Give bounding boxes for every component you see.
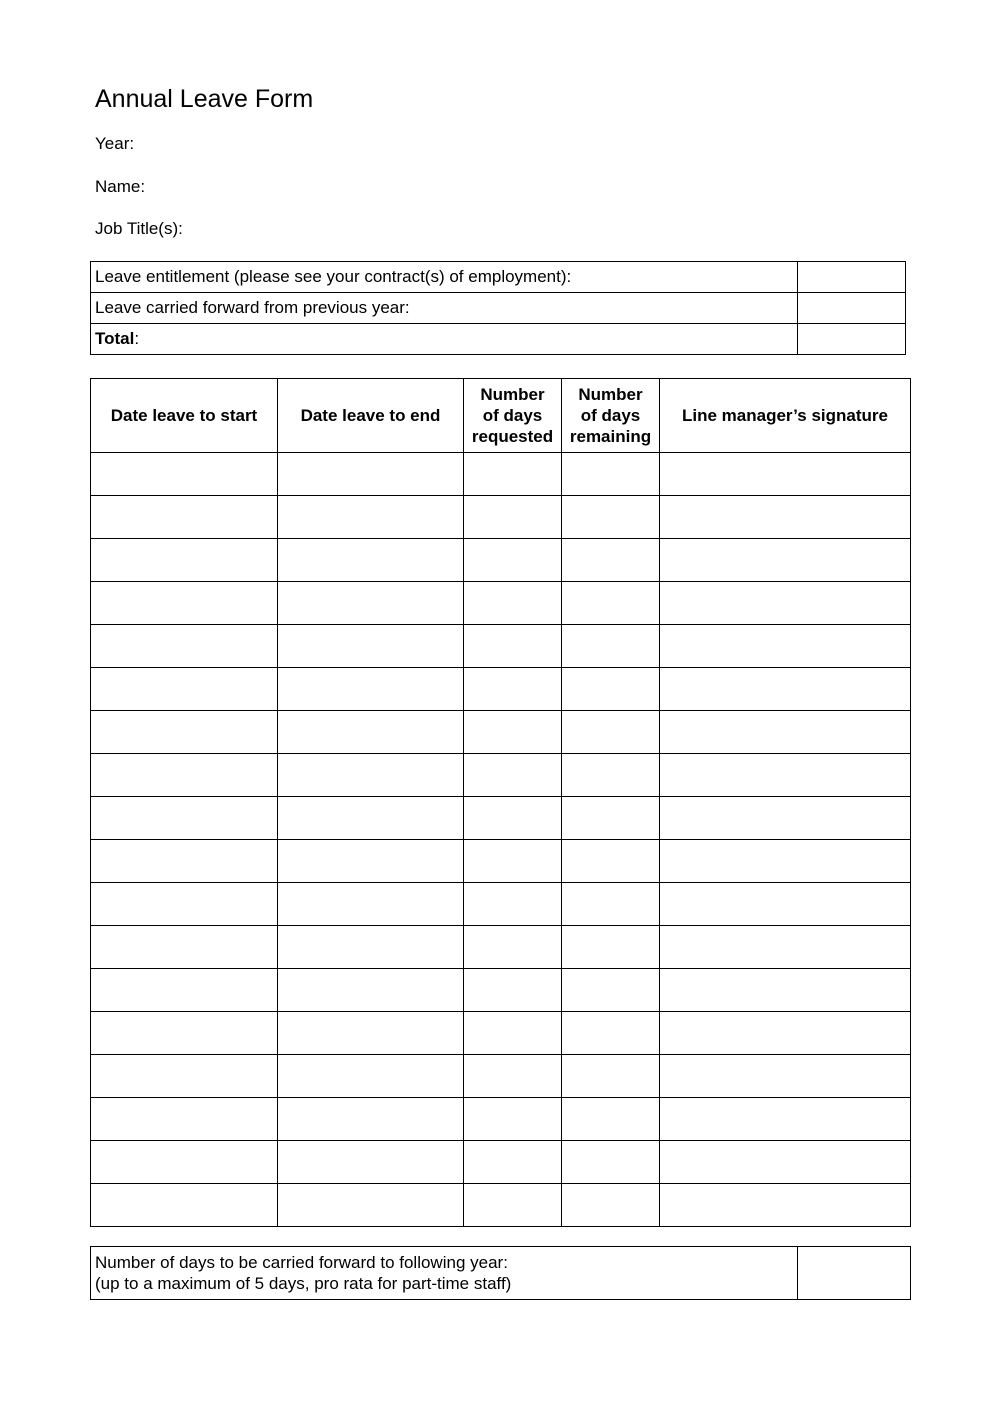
table-row [91,539,911,582]
header-date-end: Date leave to end [278,379,464,453]
days-remaining-cell[interactable] [562,625,660,668]
days-remaining-cell[interactable] [562,840,660,883]
date-start-cell[interactable] [91,883,278,926]
days-requested-cell[interactable] [464,1012,562,1055]
days-requested-cell[interactable] [464,496,562,539]
carry-forward-label: Number of days to be carried forward to following year: [95,1253,508,1272]
days-remaining-cell[interactable] [562,1055,660,1098]
manager-signature-cell[interactable] [660,754,911,797]
leave-table-body [91,453,911,1227]
carry-forward-note: (up to a maximum of 5 days, pro rata for part-time staff) [95,1274,512,1293]
manager-signature-cell[interactable] [660,1184,911,1227]
table-row [91,926,911,969]
leave-table-header-row [91,379,911,453]
carry-forward-label-cell [91,1247,798,1300]
days-remaining-cell[interactable] [562,883,660,926]
days-remaining-cell[interactable] [562,711,660,754]
days-requested-cell[interactable] [464,1055,562,1098]
date-start-cell[interactable] [91,582,278,625]
days-remaining-cell[interactable] [562,969,660,1012]
leave-requests-table [90,378,911,1227]
days-requested-cell[interactable] [464,668,562,711]
carried-forward-row [91,293,906,324]
date-start-cell[interactable] [91,754,278,797]
days-remaining-cell[interactable] [562,453,660,496]
header-days-remaining-line: of days [580,406,641,425]
entitlement-table [90,261,906,355]
carry-forward-value-field[interactable] [798,1247,911,1300]
days-remaining-cell[interactable] [562,496,660,539]
page-title: Annual Leave Form [95,85,314,113]
date-end-cell[interactable] [278,496,464,539]
days-remaining-cell[interactable] [562,539,660,582]
manager-signature-cell[interactable] [660,625,911,668]
entitlement-label: Leave entitlement (please see your contract(s) of employment): [91,262,798,293]
header-days-requested-line: of days [482,406,543,425]
date-start-cell[interactable] [91,496,278,539]
date-end-cell[interactable] [278,1098,464,1141]
table-row [91,496,911,539]
header-days-requested-line: requested [471,427,554,446]
manager-signature-cell[interactable] [660,496,911,539]
date-start-cell[interactable] [91,539,278,582]
manager-signature-cell[interactable] [660,711,911,754]
carry-forward-table [90,1246,911,1300]
date-start-cell[interactable] [91,969,278,1012]
date-start-cell[interactable] [91,1184,278,1227]
carry-forward-row [91,1247,911,1300]
days-requested-cell[interactable] [464,582,562,625]
header-days-remaining-line: Number [578,385,643,404]
date-start-cell[interactable] [91,797,278,840]
total-label-cell [91,324,798,355]
days-requested-cell[interactable] [464,883,562,926]
table-row [91,582,911,625]
header-manager-signature: Line manager’s signature [660,379,911,453]
date-start-cell[interactable] [91,926,278,969]
date-start-cell[interactable] [91,668,278,711]
header-days-remaining [562,379,660,453]
date-end-cell[interactable] [278,754,464,797]
date-start-cell[interactable] [91,711,278,754]
days-requested-cell[interactable] [464,711,562,754]
entitlement-value-field[interactable] [798,262,906,293]
total-row [91,324,906,355]
date-end-cell[interactable] [278,1141,464,1184]
name-field-label: Name: [95,177,146,196]
date-start-cell[interactable] [91,840,278,883]
date-start-cell[interactable] [91,453,278,496]
date-end-cell[interactable] [278,840,464,883]
header-days-requested-line: Number [480,385,545,404]
manager-signature-cell[interactable] [660,1141,911,1184]
date-end-cell[interactable] [278,883,464,926]
days-requested-cell[interactable] [464,754,562,797]
days-requested-cell[interactable] [464,453,562,496]
header-days-remaining-line: remaining [569,427,652,446]
days-remaining-cell[interactable] [562,668,660,711]
date-end-cell[interactable] [278,711,464,754]
date-start-cell[interactable] [91,1012,278,1055]
manager-signature-cell[interactable] [660,668,911,711]
date-end-cell[interactable] [278,453,464,496]
date-end-cell[interactable] [278,1184,464,1227]
date-end-cell[interactable] [278,668,464,711]
table-row [91,840,911,883]
total-value-field[interactable] [798,324,906,355]
date-start-cell[interactable] [91,1141,278,1184]
header-date-start: Date leave to start [91,379,278,453]
carried-forward-value-field[interactable] [798,293,906,324]
table-row [91,754,911,797]
manager-signature-cell[interactable] [660,840,911,883]
days-remaining-cell[interactable] [562,754,660,797]
table-row [91,1012,911,1055]
date-start-cell[interactable] [91,1055,278,1098]
manager-signature-cell[interactable] [660,453,911,496]
days-remaining-cell[interactable] [562,1184,660,1227]
date-start-cell[interactable] [91,1098,278,1141]
date-end-cell[interactable] [278,797,464,840]
date-start-cell[interactable] [91,625,278,668]
days-requested-cell[interactable] [464,1141,562,1184]
days-requested-cell[interactable] [464,926,562,969]
job-title-field-label: Job Title(s): [95,219,183,238]
days-requested-cell[interactable] [464,840,562,883]
table-row [91,625,911,668]
table-row [91,1098,911,1141]
manager-signature-cell[interactable] [660,797,911,840]
table-row [91,1141,911,1184]
date-end-cell[interactable] [278,582,464,625]
carried-forward-label: Leave carried forward from previous year: [91,293,798,324]
days-remaining-cell[interactable] [562,797,660,840]
manager-signature-cell[interactable] [660,1012,911,1055]
date-end-cell[interactable] [278,969,464,1012]
manager-signature-cell[interactable] [660,539,911,582]
entitlement-row [91,262,906,293]
days-requested-cell[interactable] [464,1184,562,1227]
date-end-cell[interactable] [278,1055,464,1098]
days-remaining-cell[interactable] [562,1141,660,1184]
days-remaining-cell[interactable] [562,582,660,625]
date-end-cell[interactable] [278,539,464,582]
manager-signature-cell[interactable] [660,926,911,969]
table-row [91,453,911,496]
days-requested-cell[interactable] [464,625,562,668]
date-end-cell[interactable] [278,625,464,668]
table-row [91,969,911,1012]
days-requested-cell[interactable] [464,797,562,840]
days-requested-cell[interactable] [464,539,562,582]
days-requested-cell[interactable] [464,969,562,1012]
table-row [91,668,911,711]
manager-signature-cell[interactable] [660,582,911,625]
date-end-cell[interactable] [278,926,464,969]
total-label-suffix: : [134,329,140,348]
header-days-requested [464,379,562,453]
manager-signature-cell[interactable] [660,1098,911,1141]
date-end-cell[interactable] [278,1012,464,1055]
manager-signature-cell[interactable] [660,969,911,1012]
table-row [91,883,911,926]
days-requested-cell[interactable] [464,1098,562,1141]
table-row [91,711,911,754]
table-row [91,1184,911,1227]
manager-signature-cell[interactable] [660,883,911,926]
days-remaining-cell[interactable] [562,926,660,969]
year-field-label: Year: [95,134,135,153]
manager-signature-cell[interactable] [660,1055,911,1098]
table-row [91,1055,911,1098]
total-label: Total [95,329,135,348]
days-remaining-cell[interactable] [562,1098,660,1141]
days-remaining-cell[interactable] [562,1012,660,1055]
table-row [91,797,911,840]
